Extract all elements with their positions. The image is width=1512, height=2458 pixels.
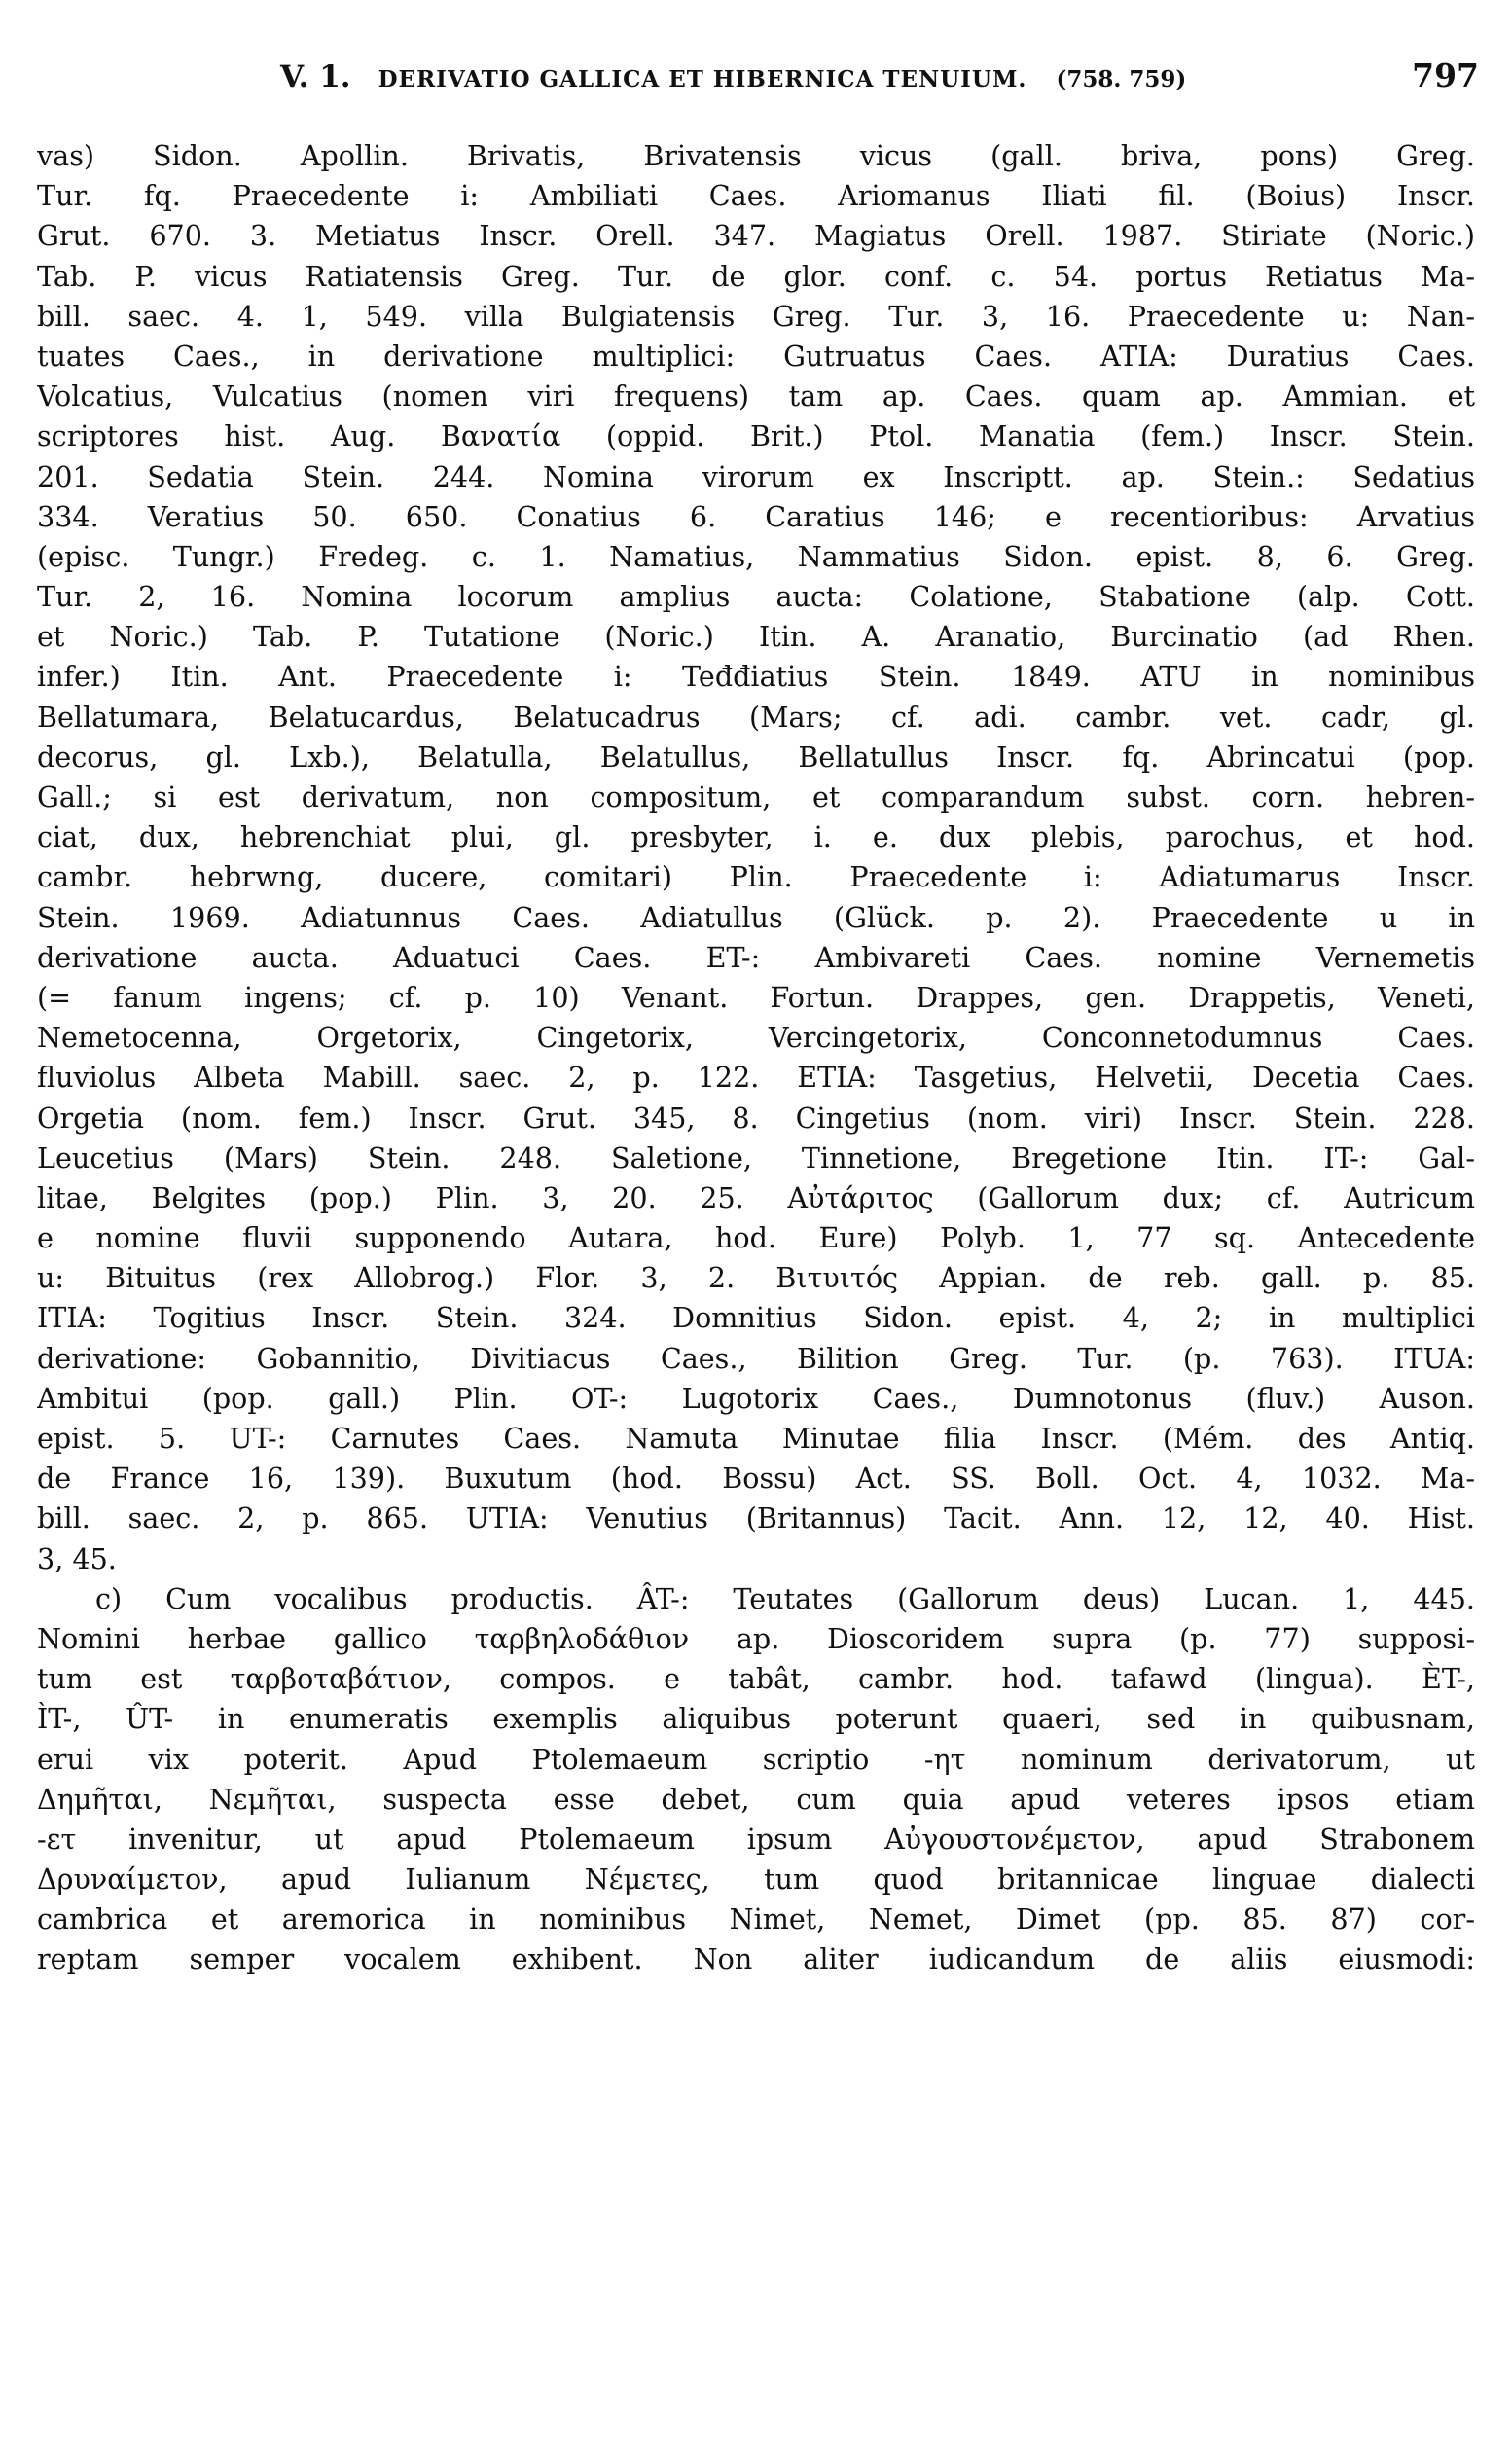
text-line: derivatione aucta. Aduatuci Caes. ET-: Ambivareti Caes. nomine Vernemetis [37, 940, 1475, 974]
text-line: erui vix poterit. Apud Ptolemaeum scriptio -ητ nominum derivatorum, ut [37, 1742, 1475, 1776]
text-line: fluviolus Albeta Mabill. saec. 2, p. 122. ETIA: Tasgetius, Helvetii, Decetia Caes. [37, 1061, 1475, 1095]
text-line: infer.) Itin. Ant. Praecedente i: Teđđiatius Stein. 1849. ATU in nominibus [37, 660, 1475, 694]
text-line: Grut. 670. 3. Metiatus Inscr. Orell. 347. Magiatus Orell. 1987. Stiriate (Noric.) [37, 219, 1475, 253]
text-line: Δημῆται, Νεμῆται, suspecta esse debet, cum quia apud veteres ipsos etiam [37, 1782, 1475, 1816]
text-line: Δρυναίμετον, apud Iulianum Νέμετες, tum quod britannicae linguae dialecti [37, 1862, 1475, 1897]
text-line: -ετ invenitur, ut apud Ptolemaeum ipsum Αὐγουστονέμετον, apud Strabonem [37, 1822, 1475, 1856]
text-line: bill. saec. 4. 1, 549. villa Bulgiatensis Greg. Tur. 3, 16. Praecedente u: Nan- [37, 299, 1475, 333]
text-line: scriptores hist. Aug. Βανατία (oppid. Brit.) Ptol. Manatia (fem.) Inscr. Stein. [37, 419, 1475, 453]
text-line: Tur. 2, 16. Nomina locorum amplius aucta: Colatione, Stabatione (alp. Cott. [37, 580, 1475, 614]
page-number: 797 [1412, 56, 1479, 94]
text-line: ciat, dux, hebrenchiat plui, gl. presbyter, i. e. dux plebis, parochus, et hod. [37, 820, 1475, 854]
text-line: e nomine fluvii supponendo Autara, hod. Eure) Polyb. 1, 77 sq. Antecedente [37, 1221, 1475, 1255]
text-line: tuates Caes., in derivatione multiplici: Gutruatus Caes. ATIA: Duratius Caes. [37, 339, 1475, 373]
text-line: de France 16, 139). Buxutum (hod. Bossu) Act. SS. Boll. Oct. 4, 1032. Ma- [37, 1462, 1475, 1496]
section-numbers: (758. 759) [1056, 66, 1187, 92]
text-line: bill. saec. 2, p. 865. UTIA: Venutius (Britannus) Tacit. Ann. 12, 12, 40. Hist. [37, 1501, 1475, 1536]
text-line: Leucetius (Mars) Stein. 248. Saletione, Tinnetione, Bregetione Itin. IT-: Gal- [37, 1140, 1475, 1175]
text-line: epist. 5. UT-: Carnutes Caes. Namuta Minutae filia Inscr. (Mém. des Antiq. [37, 1422, 1475, 1455]
text-line: cambrica et aremorica in nominibus Nimet, Nemet, Dimet (pp. 85. 87) cor- [37, 1902, 1475, 1936]
text-line: 201. Sedatia Stein. 244. Nomina virorum ex Inscriptt. ap. Stein.: Sedatius [37, 459, 1475, 493]
text-line: decorus, gl. Lxb.), Belatulla, Belatullus, Bellatullus Inscr. fq. Abrincatui (pop. [37, 740, 1475, 774]
text-line: ÌT-, ÛT- in enumeratis exemplis aliquibus poterunt quaeri, sed in quibusnam, [37, 1702, 1475, 1736]
running-header [280, 56, 1479, 115]
text-line: Ambitui (pop. gall.) Plin. OT-: Lugotorix Caes., Dumnotonus (fluv.) Auson. [37, 1381, 1475, 1415]
text-line: cambr. hebrwng, ducere, comitari) Plin. Praecedente i: Adiatumarus Inscr. [37, 860, 1475, 894]
text-line: et Noric.) Tab. P. Tutatione (Noric.) Itin. A. Aranatio, Burcinatio (ad Rhen. [37, 620, 1475, 654]
text-line: litae, Belgites (pop.) Plin. 3, 20. 25. Αὐτάριτος (Gallorum dux; cf. Autricum [37, 1180, 1475, 1214]
text-line: u: Bituitus (rex Allobrog.) Flor. 3, 2. Βιτυιτός Appian. de reb. gall. p. 85. [37, 1261, 1475, 1295]
text-line: Gall.; si est derivatum, non compositum, et comparandum subst. corn. hebren- [37, 780, 1475, 813]
body-text [37, 136, 1475, 1980]
text-line: ITIA: Togitius Inscr. Stein. 324. Domnitius Sidon. epist. 4, 2; in multiplici [37, 1301, 1475, 1335]
text-line: 3, 45. [37, 1541, 117, 1575]
text-line: vas) Sidon. Apollin. Brivatis, Brivatensis vicus (gall. briva, pons) Greg. [37, 139, 1475, 172]
text-line: reptam semper vocalem exhibent. Non aliter iudicandum de aliis eiusmodi: [37, 1942, 1475, 1976]
text-line: Tab. P. vicus Ratiatensis Greg. Tur. de glor. conf. c. 54. portus Retiatus Ma- [37, 259, 1475, 293]
text-line: Orgetia (nom. fem.) Inscr. Grut. 345, 8. Cingetius (nom. viri) Inscr. Stein. 228. [37, 1101, 1475, 1135]
text-line: c) Cum vocalibus productis. ÂT-: Teutates (Gallorum deus) Lucan. 1, 445. [95, 1581, 1475, 1615]
text-line: (episc. Tungr.) Fredeg. c. 1. Namatius, Nammatius Sidon. epist. 8, 6. Greg. [37, 539, 1475, 573]
volume-number: V. 1. [280, 59, 351, 94]
text-line: Tur. fq. Praecedente i: Ambiliati Caes. Ariomanus Iliati fil. (Boius) Inscr. [37, 179, 1475, 213]
text-line: Stein. 1969. Adiatunnus Caes. Adiatullus (Glück. p. 2). Praecedente u in [37, 900, 1475, 934]
text-line: (= fanum ingens; cf. p. 10) Venant. Fortun. Drappes, gen. Drappetis, Veneti, [37, 980, 1475, 1014]
text-line: Nemetocenna, Orgetorix, Cingetorix, Vercingetorix, Conconnetodumnus Caes. [37, 1021, 1475, 1055]
text-line: Bellatumara, Belatucardus, Belatucadrus (Mars; cf. adi. cambr. vet. cadr, gl. [37, 700, 1475, 734]
text-line: Nomini herbae gallico ταρβηλοδάθιον ap. Dioscoridem supra (p. 77) supposi- [37, 1621, 1475, 1655]
text-line: tum est ταρβοταβάτιον, compos. e tabât, cambr. hod. tafawd (lingua). ÈT-, [37, 1662, 1475, 1696]
text-line: Volcatius, Vulcatius (nomen viri frequens) tam ap. Caes. quam ap. Ammian. et [37, 380, 1475, 414]
running-title: DERIVATIO GALLICA ET HIBERNICA TENUIUM. [378, 66, 1027, 92]
text-line: 334. Veratius 50. 650. Conatius 6. Caratius 146; e recentioribus: Arvatius [37, 499, 1475, 533]
text-line: derivatione: Gobannitio, Divitiacus Caes., Bilition Greg. Tur. (p. 763). ITUA: [37, 1341, 1475, 1375]
